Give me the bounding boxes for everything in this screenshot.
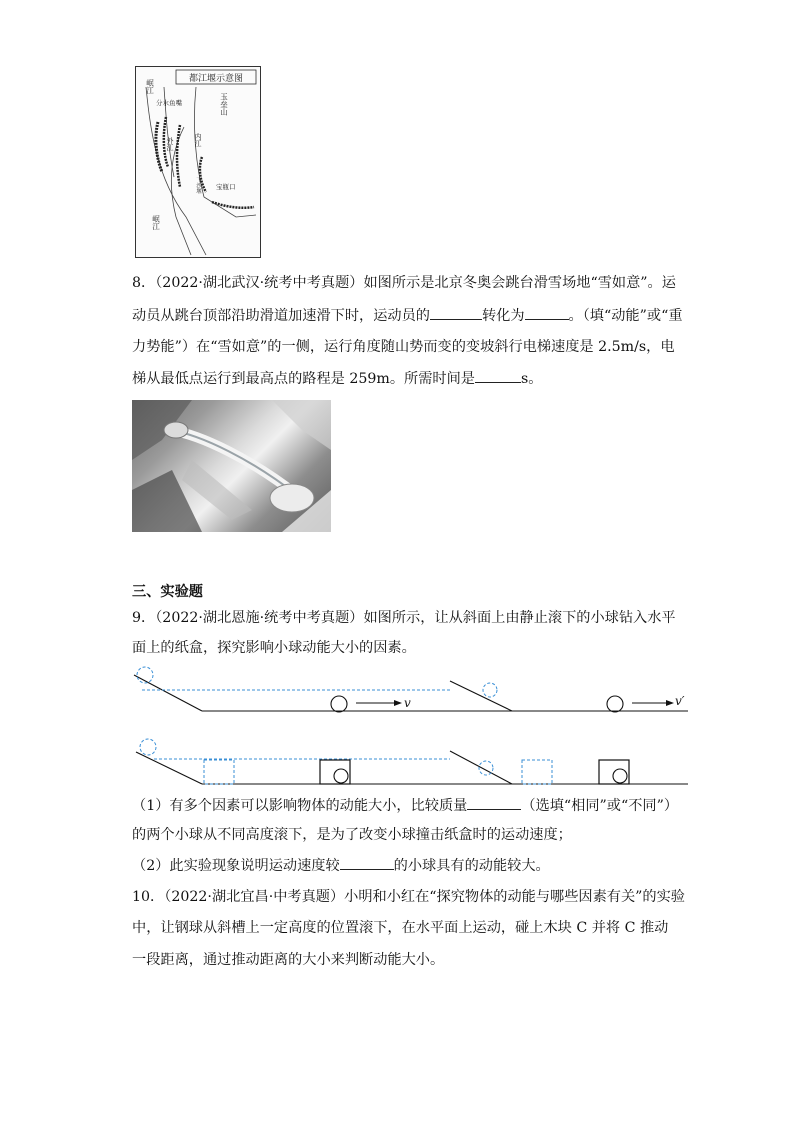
experiment-drawing xyxy=(132,663,692,788)
top-left-ball xyxy=(331,696,347,712)
q9-sub1-line-1 xyxy=(132,795,692,816)
map-label-yulei-shan: 玉垒山 xyxy=(219,93,229,116)
map-label-minjiang-bottom: 岷江 xyxy=(151,215,161,230)
map-label-minjiang-top: 岷江 xyxy=(145,79,155,94)
map-label-neijiang: 内江 xyxy=(194,133,202,147)
q9-answer-blank-1[interactable] xyxy=(467,795,521,810)
ski-jump-photo xyxy=(132,400,331,532)
q9-sub1-text-b: （选填“相同”或“不同”） xyxy=(521,798,679,814)
ski-jump-drawing xyxy=(132,400,331,532)
map-label-feisha: 飞沙堰 xyxy=(195,177,201,194)
q8-line-4 xyxy=(132,368,692,389)
q8-line-3: 力势能”）在“雪如意”的一侧，运行角度随山势而变的变坡斜行电梯速度是 2.5m/s，电 xyxy=(132,339,675,355)
q8-text-c: 。（填“动能”或“重 xyxy=(568,308,683,324)
map-label-baopingkou: 宝瓶口 xyxy=(216,183,236,191)
map-drawing xyxy=(136,67,260,257)
velocity-label-v-prime: v′ xyxy=(675,694,685,708)
top-right-ball xyxy=(607,696,623,712)
q8-text-e: s。 xyxy=(520,371,543,387)
map-label-fenshui: 分水鱼嘴 xyxy=(156,99,182,107)
q9-sub2-text-a: （2）此实验现象说明运动速度较 xyxy=(132,858,340,874)
top-row xyxy=(134,667,688,712)
q8-line-2 xyxy=(132,305,692,326)
q8-answer-blank-3[interactable] xyxy=(475,368,521,383)
experiment-diagram xyxy=(132,663,692,788)
q8-text-d: 梯从最低点运行到最高点的路程是 259m。所需时间是 xyxy=(132,371,475,387)
section-title: 三、实验题 xyxy=(132,584,203,600)
q8-text-a: 动员从跳台顶部沿助滑道加速滑下时，运动员的 xyxy=(132,308,430,324)
bottom-left-start-box xyxy=(204,760,234,784)
q10-line-2: 中，让钢球从斜槽上一定高度的位置滚下，在水平面上运动，碰上木块 C 并将 C 推动 xyxy=(132,920,669,936)
q9-line-1: 9．（2022·湖北恩施·统考中考真题）如图所示，让从斜面上由静止滚下的小球钻入水平 xyxy=(132,610,676,626)
q9-sub1-text-a: （1）有多个因素可以影响物体的动能大小，比较质量 xyxy=(132,798,468,814)
bottom-right-start-box xyxy=(522,760,552,784)
velocity-label-v: v xyxy=(404,696,411,710)
q8-answer-blank-2[interactable] xyxy=(525,305,569,320)
q8-answer-blank-1[interactable] xyxy=(430,305,482,320)
map-title: 都江堰示意图 xyxy=(188,74,244,84)
q10-line-3: 一段距离，通过推动距离的大小来判断动能大小。 xyxy=(132,952,445,968)
q8-line-1: 8．（2022·湖北武汉·统考中考真题）如图所示是北京冬奥会跳台滑雪场地“雪如意”。运 xyxy=(132,275,676,291)
dujiangyan-map xyxy=(135,66,261,258)
bottom-left-start-ball xyxy=(140,739,156,755)
top-right-start-ball xyxy=(483,683,497,697)
bottom-row xyxy=(136,739,688,784)
q9-answer-blank-2[interactable] xyxy=(340,855,394,870)
q8-text-b: 转化为 xyxy=(481,308,525,324)
q9-sub2-line xyxy=(132,855,692,876)
q9-sub2-text-b: 的小球具有的动能较大。 xyxy=(393,858,550,874)
map-label-waijiang: 外江 xyxy=(166,137,174,151)
q9-line-2: 面上的纸盒，探究影响小球动能大小的因素。 xyxy=(132,640,416,656)
q10-line-1: 10．（2022·湖北宜昌·中考真题）小明和小红在“探究物体的动能与哪些因素有关”的实验 xyxy=(132,889,685,905)
q9-sub1-line-2: 的两个小球从不同高度滚下，是为了改变小球撞击纸盒时的运动速度； xyxy=(132,827,572,843)
